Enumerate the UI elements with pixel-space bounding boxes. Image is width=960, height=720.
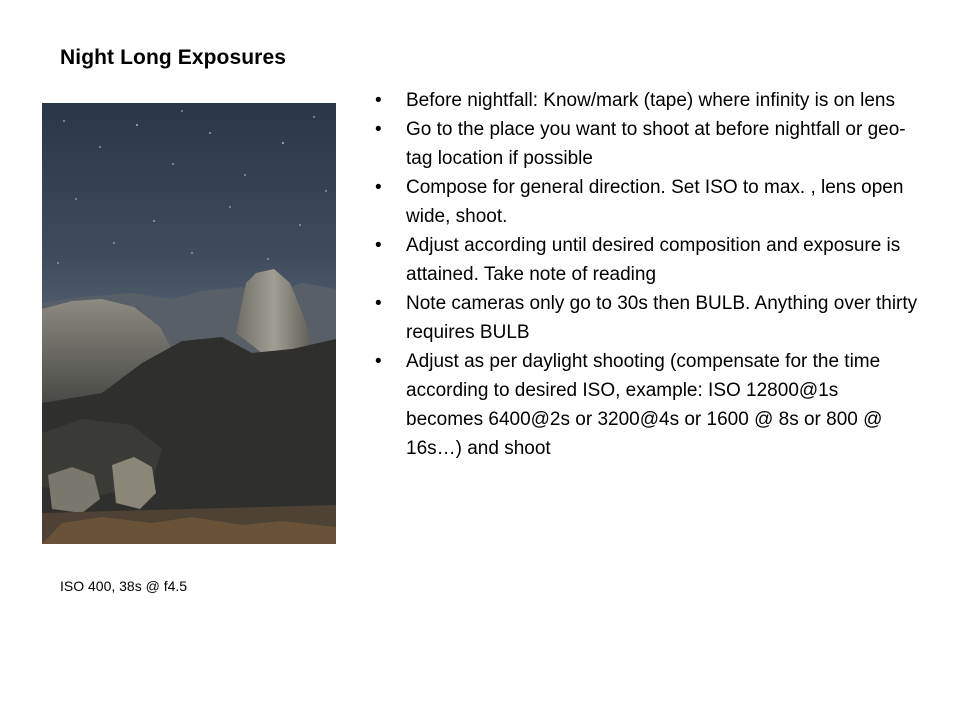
bullet-item: • Go to the place you want to shoot at before nightfall or geo-tag location if possible [370,115,920,173]
slide-title: Night Long Exposures [60,46,287,69]
bullet-item: • Adjust according until desired composition and exposure is attained. Take note of reading [370,231,920,289]
night-landscape-photo [42,103,336,544]
bullet-item: • Note cameras only go to 30s then BULB. Anything over thirty requires BULB [370,289,920,347]
bullet-item: • Before nightfall: Know/mark (tape) where infinity is on lens [370,86,920,115]
bullet-item: • Adjust as per daylight shooting (compensate for the time according to desired ISO, example: ISO 12800@1s becomes 6400@2s or 3200@4s or 1600 @ 8s or 800 @ 16s…) and shoot [370,347,920,463]
photo-caption: ISO 400, 38s @ f4.5 [60,578,188,594]
bullet-list [370,86,920,463]
bullet-item: • Compose for general direction. Set ISO to max. , lens open wide, shoot. [370,173,920,231]
